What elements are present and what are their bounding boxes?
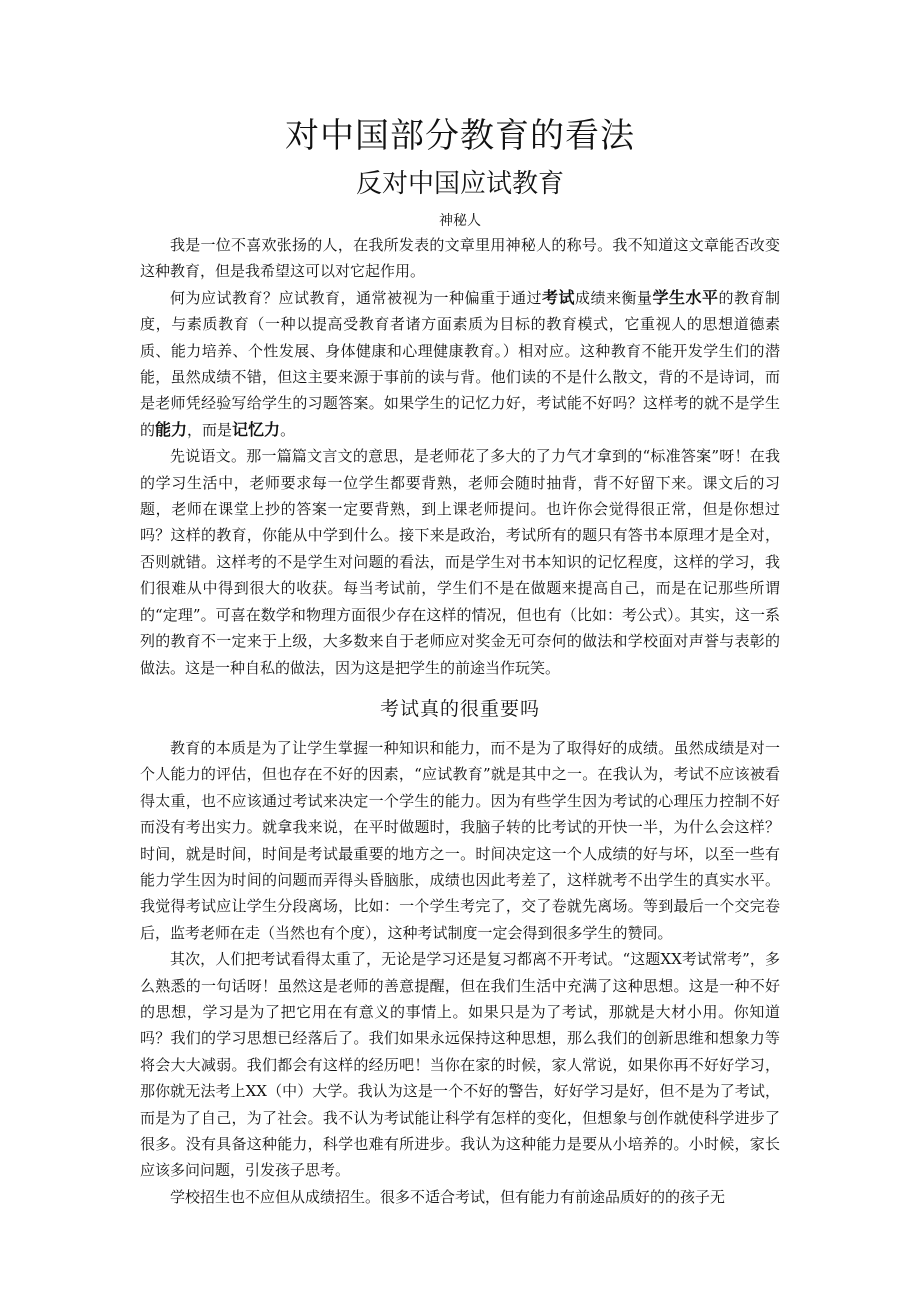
text-segment: 。: [280, 420, 296, 439]
text-segment: 成绩来衡量: [574, 288, 653, 307]
text-segment: 的教育制度，与素质教育（一种以提高受教育者诸方面素质为目标的教育模式，它重视人的思想道德素质、能力培养、个性发展、身体健康和心理健康教育。）相对应。这种教育不能开发学生们的潜能，虽然成绩不错，但这主要来源于事前的读与背。他们读的不是什么散文，背的不是诗词，而是老师凭经验写给学生的习题答案。如果学生的记忆力好，考试能不好吗？这样考的就不是学生的: [140, 288, 780, 439]
author-name: 神秘人: [439, 213, 481, 229]
intro-paragraph-2: [140, 285, 780, 443]
document-title: 对中国部分教育的看法: [285, 116, 635, 156]
intro-paragraph-1: 我是一位不喜欢张扬的人，在我所发表的文章里用神秘人的称号。我不知道这文章能否改变这种教育，但是我希望这可以对它起作用。: [140, 236, 780, 281]
section-paragraph-3: 学校招生也不应但从成绩招生。很多不适合考试，但有能力有前途品质好的的孩子无: [170, 1187, 726, 1206]
emphasis-memory: 记忆力: [232, 419, 281, 439]
emphasis-ability: 能力: [155, 419, 188, 439]
section-paragraph-2: 其次，人们把考试看得太重了，无论是学习还是复习都离不开考试。“这题XX考试常考”，多么熟悉的一句话呀！虽然这是老师的善意提醒，但在我们生活中充满了这种思想。这是一种不好的思想，学习是为了把它用在有意义的事情上。如果只是为了考试，那就是大材小用。你知道吗？我们的学习思想已经落后了。我们如果永远保持这种思想，那么我们的创新思维和想象力等将会大大减弱。我们都会有这样的经历吧！当你在家的时候，家人常说，如果你再不好好学习，那你就无法考上XX（中）大学。我认为这是一个不好的警告，好好学习是好，但不是为了考试，而是为了自己，为了社会。我不认为考试能让科学有怎样的变化，但想象与创作就使科学进步了很多。没有具备这种能力，科学也难有所进步。我认为这种能力是要从小培养的。小时候，家长应该多问问题，引发孩子思考。: [140, 950, 780, 1180]
text-segment: ，而是: [187, 420, 233, 439]
emphasis-exam: 考试: [541, 287, 575, 307]
text-segment: 何为应试教育？应试教育，通常被视为一种偏重于通过: [170, 288, 542, 307]
emphasis-student-level: 学生水平: [652, 287, 719, 307]
section-paragraph-1: 教育的本质是为了让学生掌握一种知识和能力，而不是为了取得好的成绩。虽然成绩是对一个人能力的评估，但也存在不好的因素，“应试教育”就是其中之一。在我认为，考试不应该被看得太重，也不应该通过考试来决定一个学生的能力。因为有些学生因为考试的心理压力控制不好而没有考出实力。就拿我来说，在平时做题时，我脑子转的比考试的开快一半，为什么会这样？时间，就是时间，时间是考试最重要的地方之一。时间决定这一个人成绩的好与坏，以至一些有能力学生因为时间的问题而弄得头昏脑胀，成绩也因此考差了，这样就考不出学生的真实水平。我觉得考试应让学生分段离场，比如：一个学生考完了，交了卷就先离场。等到最后一个交完卷后，监考老师在走（当然也有个度），这种考试制度一定会得到很多学生的赞同。: [140, 738, 780, 942]
section-heading: 考试真的很重要吗: [379, 697, 540, 720]
document-subtitle: 反对中国应试教育: [355, 169, 564, 199]
intro-paragraph-3: 先说语文。那一篇篇文言文的意思，是老师花了多大的了力气才拿到的“标准答案”呀！在我的学习生活中，老师要求每一位学生都要背熟，老师会随时抽背，背不好留下来。课文后的习题，老师在课堂上抄的答案一定要背熟，到上课老师提问。也许你会觉得很正常，但是你想过吗？这样的教育，你能从中学到什么。接下来是政治，考试所有的题只有答书本原理才是全对，否则就错。这样考的不是学生对问题的看法，而是学生对书本知识的记忆程度，这样的学习，我们很难从中得到很大的收获。每当考试前，学生们不是在做题来提高自己，而是在记那些所谓的“定理”。可喜在数学和物理方面很少存在这样的情况，但也有（比如：考公式）。其实，这一系列的教育不一定来于上级，大多数来自于老师应对奖金无可奈何的做法和学校面对声誉与表彰的做法。这是一种自私的做法，因为这是把学生的前途当作玩笑。: [140, 447, 780, 677]
